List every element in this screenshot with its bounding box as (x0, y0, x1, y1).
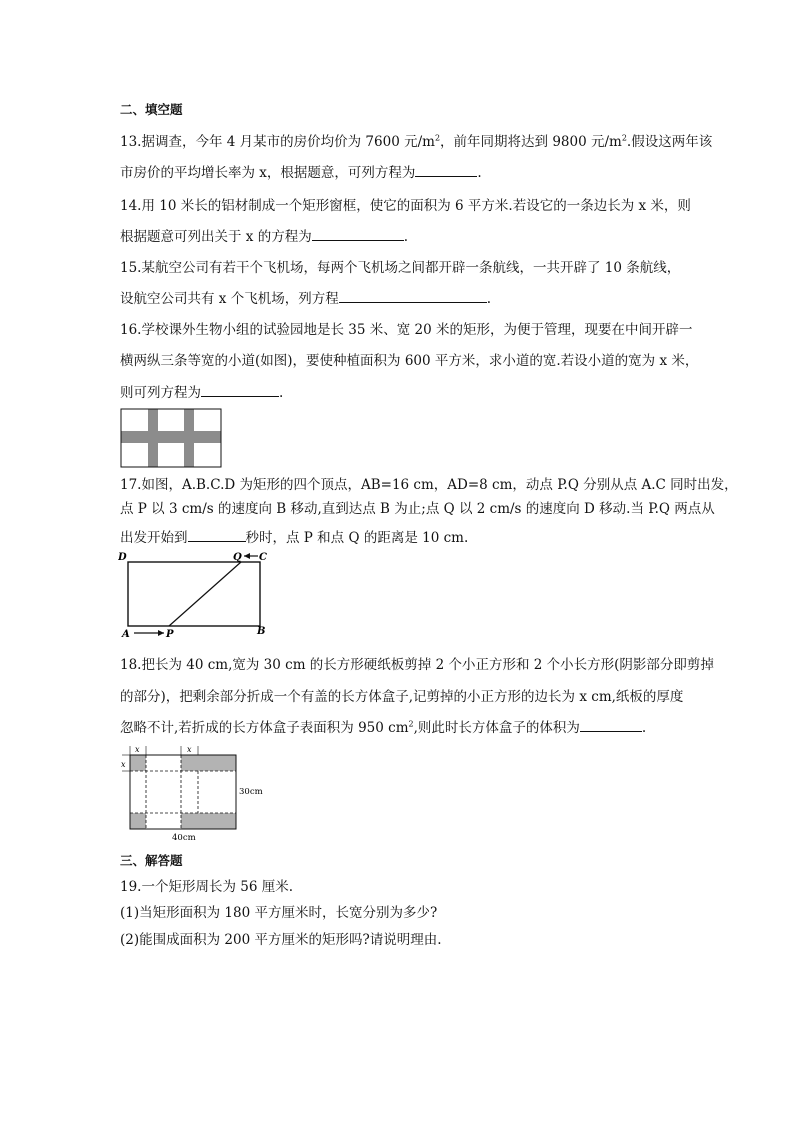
q15-line2-end: . (486, 291, 491, 307)
horizontal-path (121, 431, 221, 443)
answer-blank-15[interactable] (339, 289, 487, 303)
cardboard-box-figure (118, 742, 278, 844)
question-18-line-3 (120, 718, 646, 737)
label-30cm: 30cm (239, 787, 263, 797)
answer-blank-14[interactable] (312, 227, 404, 241)
question-19-line-1: 19.一个矩形周长为 56 厘米. (120, 879, 294, 895)
q18-line3-text-b: ,则此时长方体盒子的体积为 (413, 720, 580, 736)
vertical-path-right (184, 409, 194, 467)
question-15-line-2 (120, 289, 491, 308)
question-18-line-1: 18.把长为 40 cm,宽为 30 cm 的长方形硬纸板剪掉 2 个小正方形和 2 个小长方形(阴影部分即剪掉 (120, 657, 714, 673)
arrow-p-head (158, 630, 164, 636)
garden-paths-figure (120, 408, 222, 468)
question-17-line-2: 点 P 以 3 cm/s 的速度向 B 移动,直到达点 B 为止;点 Q 以 2 cm/s 的速度向 D 移动.当 P.Q 两点从 (120, 501, 715, 517)
label-d: D (118, 552, 127, 563)
question-17-line-3 (120, 528, 468, 547)
q13-line2-end: . (477, 165, 482, 181)
arrow-q-head (244, 553, 250, 559)
cut-square-top-left (130, 755, 146, 771)
label-q: Q (233, 552, 242, 563)
q14-line2-end: . (403, 229, 408, 245)
q14-line2-text: 根据题意可列出关于 x 的方程为 (120, 229, 312, 245)
q18-line3-end: . (641, 720, 647, 736)
label-40cm: 40cm (172, 833, 196, 843)
q17-line3-text-a: 出发开始到 (120, 530, 188, 546)
cut-square-bottom-left (130, 813, 146, 829)
question-16-line-1: 16.学校课外生物小组的试验园地是长 35 米、宽 20 米的矩形，为便于管理，现要在中间开辟一 (120, 322, 693, 338)
answer-blank-17[interactable] (188, 528, 246, 542)
cut-rect-top-right (181, 755, 236, 771)
question-18-line-2: 的部分)，把剩余部分折成一个有盖的长方体盒子,记剪掉的小正方形的边长为 x cm,纸板的厚度 (120, 689, 684, 705)
vertical-path-left (148, 409, 158, 467)
label-p: P (166, 629, 174, 640)
question-13-line-1 (120, 133, 712, 151)
section-heading-fill-blank: 二、填空题 (120, 102, 183, 117)
label-x-left: x (121, 760, 126, 769)
answer-blank-16[interactable] (201, 383, 279, 397)
q13-sup-1: 2 (434, 133, 441, 143)
label-x-top-2: x (187, 745, 192, 754)
question-16-line-3 (120, 383, 283, 402)
question-13-line-2 (120, 163, 482, 182)
q16-line3-text: 则可列方程为 (120, 385, 201, 401)
label-x-top-1: x (135, 745, 140, 754)
question-19-part-2: (2)能围成面积为 200 平方厘米的矩形吗?请说明理由. (120, 932, 442, 948)
cut-rect-bottom-right (181, 813, 236, 829)
q16-line3-end: . (279, 385, 284, 401)
q15-line2-text: 设航空公司共有 x 个飞机场，列方程 (120, 291, 339, 307)
q13-line2-text: 市房价的平均增长率为 x，根据题意，可列方程为 (120, 165, 416, 181)
label-b: B (257, 626, 266, 637)
question-16-line-2: 横两纵三条等宽的小道(如图)，要使种植面积为 600 平方米，求小道的宽.若设小道的宽为 x 米， (120, 353, 699, 369)
answer-blank-13[interactable] (415, 163, 477, 177)
q13-text-b: ，前年同期将达到 9800 元/m (440, 134, 622, 150)
q13-text-a: 13.据调查，今年 4 月某市的房价均价为 7600 元/m (120, 134, 435, 150)
question-19-part-1: (1)当矩形面积为 180 平方厘米时，长宽分别为多少? (120, 905, 438, 921)
question-14-line-1: 14.用 10 米长的铝材制成一个矩形窗框，使它的面积为 6 平方米.若设它的一条边长为 x 米，则 (120, 198, 691, 214)
segment-pq (169, 562, 241, 626)
q18-sup: 2 (408, 719, 414, 729)
rectangle-abcd-figure (118, 548, 270, 642)
q13-text-c: .假设这两年该 (626, 134, 713, 150)
label-c: C (259, 552, 267, 563)
label-a: A (122, 629, 130, 640)
rectangle-abcd (128, 562, 260, 626)
question-14-line-2 (120, 227, 408, 246)
question-15-line-1: 15.某航空公司有若干个飞机场，每两个飞机场之间都开辟一条航线，一共开辟了 10 条航线， (120, 260, 681, 276)
section-heading-answer: 三、解答题 (120, 853, 183, 868)
answer-blank-18[interactable] (580, 718, 642, 732)
q18-line3-text-a: 忽略不计,若折成的长方体盒子表面积为 950 cm (120, 720, 409, 736)
q13-sup-2: 2 (621, 133, 627, 143)
q17-line3-text-b: 秒时，点 P 和点 Q 的距离是 10 cm. (245, 530, 469, 546)
question-17-line-1: 17.如图，A.B.C.D 为矩形的四个顶点，AB=16 cm，AD=8 cm，动点 P.Q 分别从点 A.C 同时出发， (120, 477, 738, 493)
